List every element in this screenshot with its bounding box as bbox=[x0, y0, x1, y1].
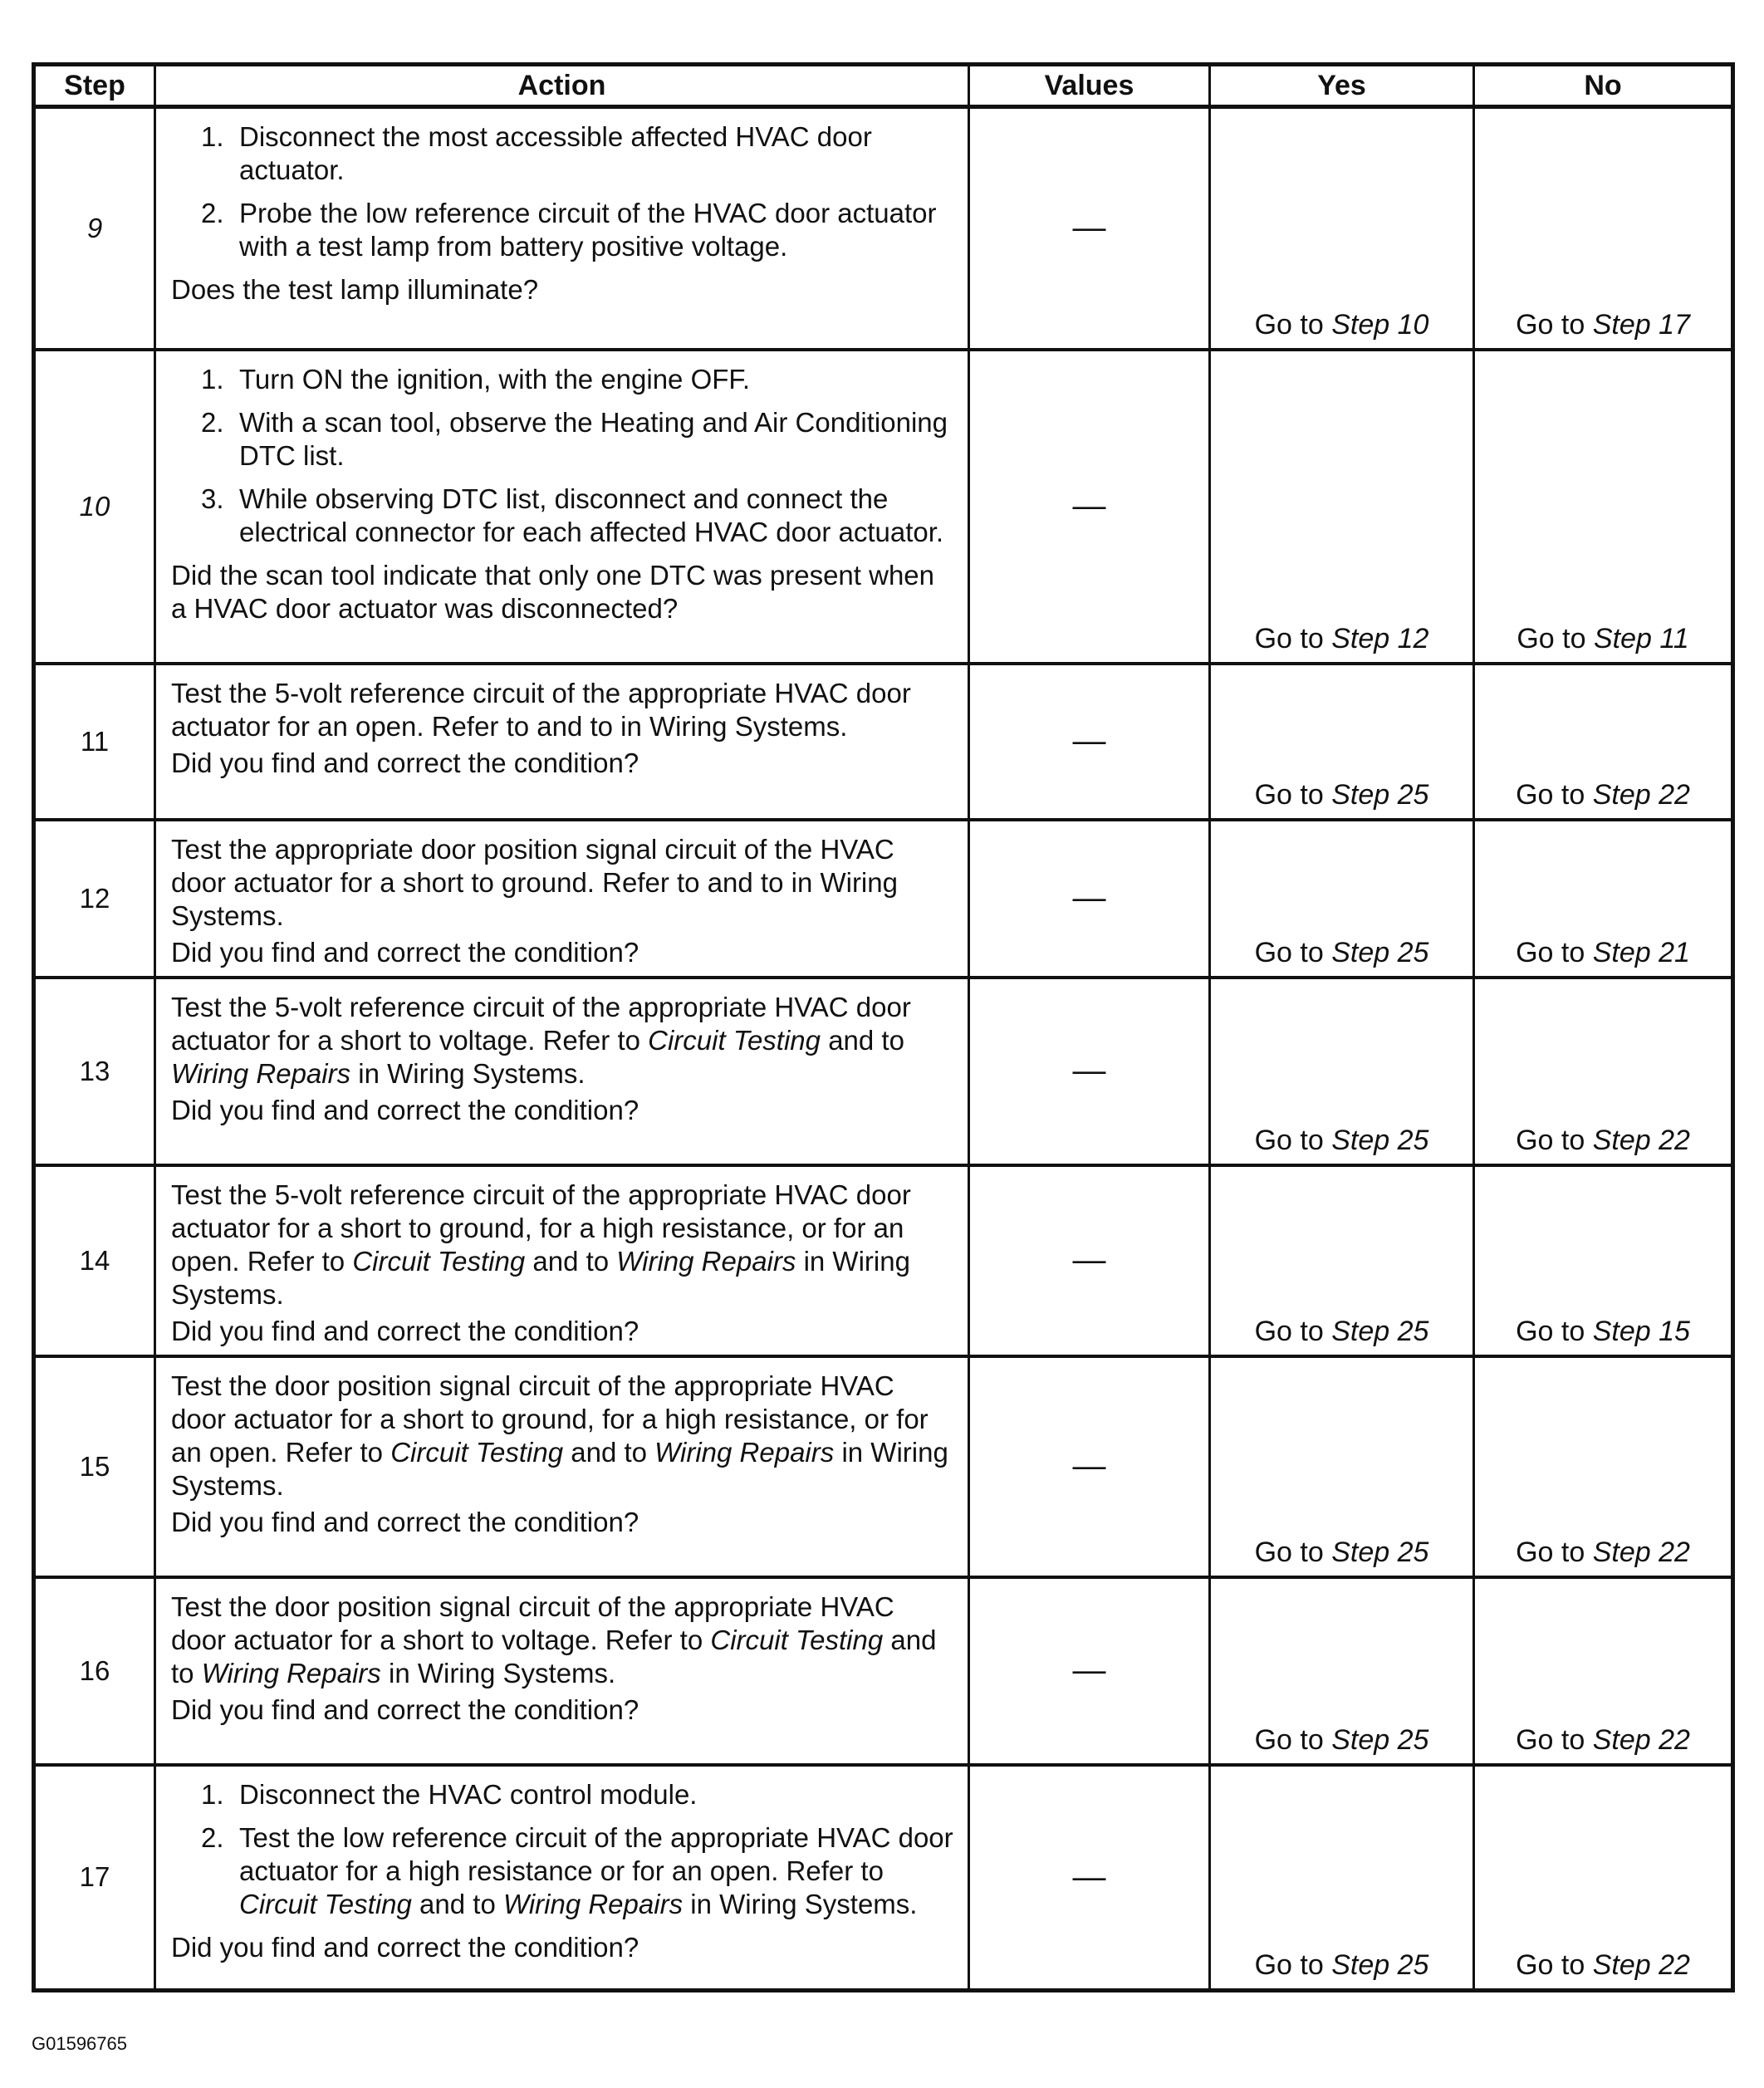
action-text: Test the door position signal circuit of the appropriate HVAC door actuator for a short to ground, for a high resistance, or for an open. Refer to Circuit Testing and to Wiring Repairs in Wiring Systems. bbox=[171, 1370, 948, 1501]
list-item: 1. Disconnect the HVAC control module. bbox=[201, 1778, 698, 1810]
values-cell: — bbox=[969, 107, 1210, 350]
action-text: Test the 5-volt reference circuit of the appropriate HVAC door actuator for an open. Refer to and to in Wiring Systems. bbox=[171, 677, 911, 742]
list-item: 2. Probe the low reference circuit of the HVAC door actuator with a test lamp from battery positive voltage. bbox=[201, 198, 937, 262]
table-row bbox=[34, 1765, 1733, 1991]
step-number: 17 bbox=[34, 1765, 155, 1991]
step-number: 12 bbox=[34, 820, 155, 978]
yes-cell: Go to Step 25 bbox=[1210, 1765, 1474, 1991]
no-cell: Go to Step 17 bbox=[1474, 107, 1733, 350]
header-no: No bbox=[1474, 65, 1733, 107]
table-row bbox=[34, 978, 1733, 1165]
no-cell: Go to Step 11 bbox=[1474, 350, 1733, 664]
action-text: Test the 5-volt reference circuit of the appropriate HVAC door actuator for a short to voltage. Refer to Circuit Testing and to Wiring Repairs in Wiring Systems. bbox=[171, 991, 911, 1089]
action-text: Test the 5-volt reference circuit of the appropriate HVAC door actuator for a short to ground, for a high resistance, or for an open. Refer to Circuit Testing and to Wiring Repairs in Wiring Systems. bbox=[171, 1179, 911, 1310]
yes-cell: Go to Step 10 bbox=[1210, 107, 1474, 350]
yes-cell: Go to Step 25 bbox=[1210, 1165, 1474, 1356]
list-item: 2. With a scan tool, observe the Heating and Air Conditioning DTC list. bbox=[201, 406, 948, 471]
action-cell bbox=[155, 350, 969, 664]
reference-link: Wiring Repairs bbox=[502, 1888, 684, 1919]
action-list bbox=[171, 1778, 956, 1921]
yes-cell: Go to Step 25 bbox=[1210, 820, 1474, 978]
no-cell: Go to Step 22 bbox=[1474, 664, 1733, 820]
header-row bbox=[34, 65, 1733, 107]
no-cell: Go to Step 21 bbox=[1474, 820, 1733, 978]
list-item: 2. Test the low reference circuit of the appropriate HVAC door actuator for a high resistance or for an open. Refer to Circuit Testing and to Wiring Repairs in Wiring Systems. bbox=[201, 1821, 953, 1919]
values-cell: — bbox=[969, 664, 1210, 820]
step-number: 16 bbox=[34, 1577, 155, 1765]
header-action: Action bbox=[155, 65, 969, 107]
no-cell: Go to Step 22 bbox=[1474, 1577, 1733, 1765]
action-question: Did you find and correct the condition? bbox=[171, 936, 639, 968]
action-list bbox=[171, 363, 956, 549]
list-item: 1. Disconnect the most accessible affected HVAC door actuator. bbox=[201, 121, 872, 185]
yes-cell: Go to Step 12 bbox=[1210, 350, 1474, 664]
reference-link: Wiring Repairs bbox=[616, 1245, 796, 1277]
step-number: 10 bbox=[34, 350, 155, 664]
action-cell bbox=[155, 1765, 969, 1991]
no-cell: Go to Step 15 bbox=[1474, 1165, 1733, 1356]
action-question: Did you find and correct the condition? bbox=[171, 1693, 639, 1725]
action-question: Did you find and correct the condition? bbox=[171, 1506, 639, 1537]
reference-link: Circuit Testing bbox=[352, 1245, 526, 1277]
reference-link: Circuit Testing bbox=[239, 1888, 412, 1919]
values-cell: — bbox=[969, 1356, 1210, 1577]
diagnostic-table bbox=[32, 62, 1735, 1992]
action-question: Did you find and correct the condition? bbox=[171, 747, 639, 778]
values-cell: — bbox=[969, 1577, 1210, 1765]
step-number: 11 bbox=[34, 664, 155, 820]
action-question: Did you find and correct the condition? bbox=[171, 1315, 639, 1346]
figure-id: G01596765 bbox=[32, 2033, 127, 2054]
header-step: Step bbox=[34, 65, 155, 107]
yes-cell: Go to Step 25 bbox=[1210, 664, 1474, 820]
table-row bbox=[34, 664, 1733, 820]
reference-link: Circuit Testing bbox=[390, 1436, 564, 1468]
step-number: 9 bbox=[34, 107, 155, 350]
action-cell bbox=[155, 820, 969, 978]
values-cell: — bbox=[969, 1165, 1210, 1356]
no-cell: Go to Step 22 bbox=[1474, 1356, 1733, 1577]
reference-link: Wiring Repairs bbox=[171, 1057, 351, 1089]
yes-cell: Go to Step 25 bbox=[1210, 1356, 1474, 1577]
reference-link: Circuit Testing bbox=[648, 1024, 821, 1056]
no-cell: Go to Step 22 bbox=[1474, 1765, 1733, 1991]
no-cell: Go to Step 22 bbox=[1474, 978, 1733, 1165]
action-question: Does the test lamp illuminate? bbox=[171, 274, 539, 305]
action-cell bbox=[155, 1577, 969, 1765]
yes-cell: Go to Step 25 bbox=[1210, 978, 1474, 1165]
action-list bbox=[171, 120, 956, 263]
action-cell bbox=[155, 1165, 969, 1356]
action-cell bbox=[155, 664, 969, 820]
reference-link: Circuit Testing bbox=[710, 1624, 884, 1655]
action-question: Did the scan tool indicate that only one DTC was present when a HVAC door actuator was disconnected? bbox=[171, 559, 935, 624]
action-cell bbox=[155, 1356, 969, 1577]
table-row bbox=[34, 1577, 1733, 1765]
values-cell: — bbox=[969, 820, 1210, 978]
values-cell: — bbox=[969, 978, 1210, 1165]
header-yes: Yes bbox=[1210, 65, 1474, 107]
step-number: 13 bbox=[34, 978, 155, 1165]
action-question: Did you find and correct the condition? bbox=[171, 1094, 639, 1125]
reference-link: Wiring Repairs bbox=[201, 1657, 381, 1689]
values-cell: — bbox=[969, 1765, 1210, 1991]
table-row bbox=[34, 1165, 1733, 1356]
reference-link: Wiring Repairs bbox=[654, 1436, 835, 1468]
action-question: Did you find and correct the condition? bbox=[171, 1931, 639, 1963]
list-item: 3. While observing DTC list, disconnect and connect the electrical connector for each affected HVAC door actuator. bbox=[201, 483, 944, 547]
header-values: Values bbox=[969, 65, 1210, 107]
action-cell bbox=[155, 978, 969, 1165]
values-cell: — bbox=[969, 350, 1210, 664]
list-item: 1. Turn ON the ignition, with the engine OFF. bbox=[201, 363, 751, 395]
action-cell bbox=[155, 107, 969, 350]
table-row bbox=[34, 107, 1733, 350]
step-number: 14 bbox=[34, 1165, 155, 1356]
action-text: Test the door position signal circuit of the appropriate HVAC door actuator for a short to voltage. Refer to Circuit Testing and to Wiring Repairs in Wiring Systems. bbox=[171, 1591, 937, 1689]
table-row bbox=[34, 1356, 1733, 1577]
yes-cell: Go to Step 25 bbox=[1210, 1577, 1474, 1765]
step-number: 15 bbox=[34, 1356, 155, 1577]
table-row bbox=[34, 350, 1733, 664]
table-row bbox=[34, 820, 1733, 978]
action-text: Test the appropriate door position signal circuit of the HVAC door actuator for a short to ground. Refer to and to in Wiring Systems. bbox=[171, 833, 898, 931]
